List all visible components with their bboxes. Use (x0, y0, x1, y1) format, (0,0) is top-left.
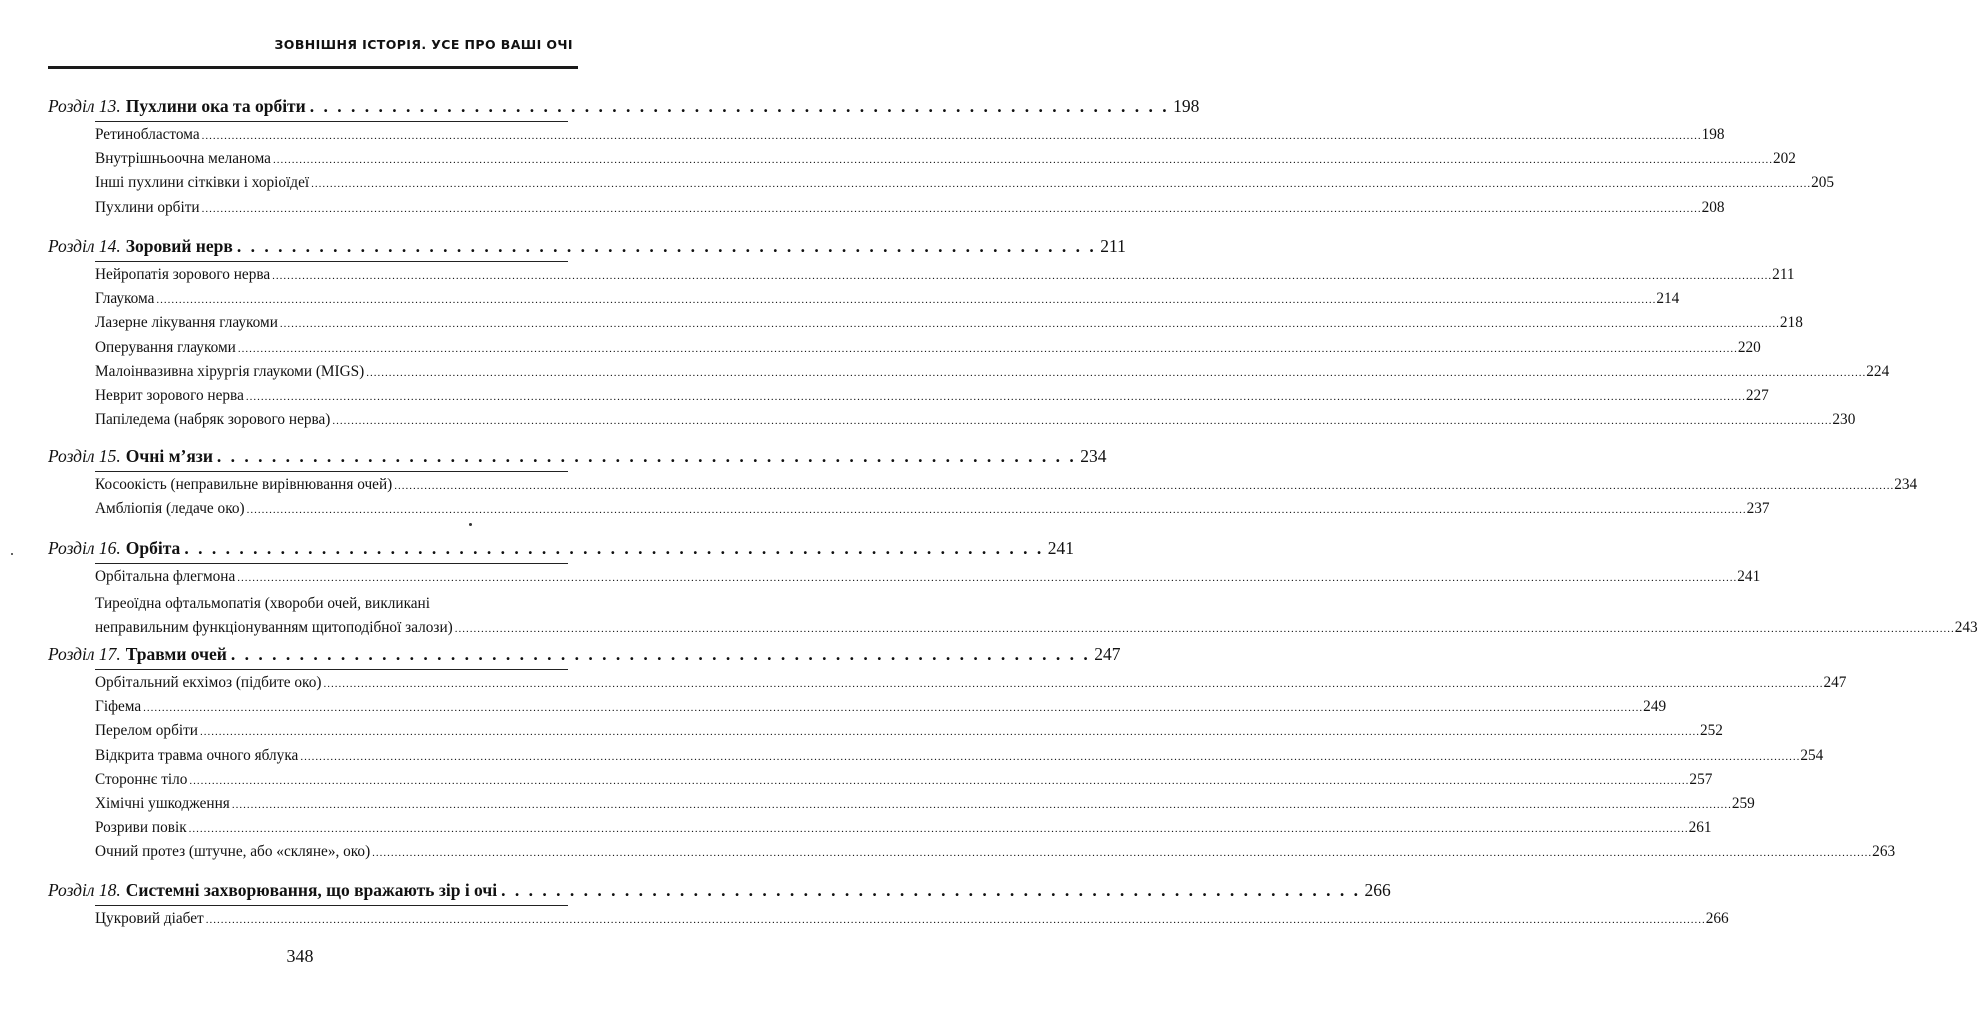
chapter-rule (95, 261, 568, 262)
chapter-page-number: 266 (1364, 880, 1391, 900)
chapter-rule (95, 563, 568, 564)
entry-page-number: 227 (1745, 386, 1769, 404)
dot-leader: ................................................................................................................................................................................................................................................................................................................................................................................................................ (201, 202, 1702, 215)
entry-title-line-2-row (95, 616, 1978, 641)
entry-title: Неврит зорового нерва (95, 386, 244, 404)
dot-leader: ................................................................................................................................................................................................................................................................................................................................................................................................................ (143, 702, 1644, 715)
toc-entry[interactable] (95, 722, 1723, 746)
dot-leader: ................................................................................................................................................................................................................................................................................................................................................................................................................ (245, 390, 1746, 403)
dot-leader: ................................................................................................................................................................................................................................................................................................................................................................................................................ (237, 342, 1738, 355)
chapter-heading[interactable] (48, 880, 1391, 908)
dot-leader: ................................................................................................................................................................................................................................................................................................................................................................................................................ (332, 415, 1833, 428)
entry-title: Глаукома (95, 290, 155, 308)
entry-page-number: 259 (1731, 794, 1755, 812)
toc-entry[interactable] (95, 568, 1761, 592)
dot-leader: . . . . . . . . . . . . . . . . . . . . . . . . . . . . . . . . . . . . . . . . . . . . . . . . . . . . . . . . . . . . . . . (216, 446, 1077, 466)
toc-entry[interactable] (95, 386, 1769, 411)
toc-chapter (48, 644, 1896, 868)
chapter-number: Розділ 15. (48, 446, 121, 466)
entry-page-number: 205 (1811, 174, 1835, 192)
running-head: ЗОВНІШНЯ ІСТОРІЯ. УСЕ ПРО ВАШІ ОЧІ (274, 37, 573, 52)
entry-title: Внутрішньоочна меланома (95, 150, 271, 168)
chapter-number: Розділ 16. (48, 538, 121, 558)
chapter-title: Пухлини ока та орбіти (125, 96, 306, 116)
entry-page-number: 214 (1656, 290, 1680, 308)
entry-title: Стороннє тіло (95, 770, 188, 788)
entry-title-line-1: Тиреоїдна офтальмопатія (хвороби очей, викликані (95, 595, 430, 613)
entry-page-number: 198 (1701, 126, 1725, 143)
toc-entry[interactable] (95, 910, 1729, 934)
toc-entry[interactable] (95, 266, 1795, 290)
dot-leader: ................................................................................................................................................................................................................................................................................................................................................................................................................ (156, 294, 1657, 307)
chapter-number: Розділ 18. (48, 880, 121, 900)
entry-title: Перелом орбіти (95, 722, 198, 740)
page-number: 348 (286, 946, 314, 966)
entry-page-number: 224 (1866, 362, 1890, 380)
toc-chapter (48, 96, 1835, 223)
toc-chapter (48, 538, 1978, 642)
toc-entry[interactable] (95, 411, 1856, 435)
entry-page-number: 218 (1779, 314, 1803, 332)
entry-page-number: 220 (1737, 338, 1761, 356)
toc-entry[interactable] (95, 674, 1847, 698)
entry-title: Гіфема (95, 698, 142, 716)
toc-entry[interactable] (95, 843, 1896, 867)
entry-title: Очний протез (штучне, або «скляне», око) (95, 843, 371, 861)
entry-page-number: 208 (1701, 198, 1725, 216)
header-rule (48, 66, 578, 69)
entry-page-number: 243 (1954, 619, 1978, 637)
entry-title: Орбітальна флегмона (95, 568, 236, 585)
chapter-title: Очні м’язи (125, 446, 213, 466)
dot-leader: ................................................................................................................................................................................................................................................................................................................................................................................................................ (231, 798, 1732, 811)
entry-page-number: 266 (1705, 910, 1729, 927)
dot-leader: . . . . . . . . . . . . . . . . . . . . . . . . . . . . . . . . . . . . . . . . . . . . . . . . . . . . . . . . . . . . . . . (309, 96, 1170, 116)
toc-entry[interactable] (95, 362, 1890, 387)
dot-leader: ................................................................................................................................................................................................................................................................................................................................................................................................................ (300, 750, 1801, 763)
entry-title: Цукровий діабет (95, 910, 204, 927)
dot-leader: ................................................................................................................................................................................................................................................................................................................................................................................................................ (205, 914, 1706, 926)
dot-leader: ................................................................................................................................................................................................................................................................................................................................................................................................................ (394, 480, 1895, 492)
dot-leader: ................................................................................................................................................................................................................................................................................................................................................................................................................ (199, 726, 1700, 739)
dot-leader: ................................................................................................................................................................................................................................................................................................................................................................................................................ (188, 823, 1689, 836)
entry-title: Амбліопія (ледаче око) (95, 500, 245, 518)
entry-page-number: 257 (1689, 770, 1713, 788)
entry-page-number: 211 (1772, 266, 1795, 283)
chapter-title: Зоровий нерв (125, 236, 233, 256)
chapter-rule (95, 121, 568, 122)
entry-page-number: 249 (1643, 698, 1667, 716)
toc-entry[interactable] (95, 770, 1713, 795)
dot-leader: ................................................................................................................................................................................................................................................................................................................................................................................................................ (279, 318, 1780, 331)
entry-page-number: 202 (1772, 150, 1796, 168)
print-speck (11, 553, 13, 555)
dot-leader: ................................................................................................................................................................................................................................................................................................................................................................................................................ (372, 847, 1873, 860)
chapter-rule (95, 669, 568, 670)
entry-title: Нейропатія зорового нерва (95, 266, 271, 283)
chapter-page-number: 198 (1173, 96, 1200, 116)
chapter-page-number: 211 (1100, 236, 1126, 256)
entry-title: Розриви повік (95, 819, 187, 837)
dot-leader: ................................................................................................................................................................................................................................................................................................................................................................................................................ (201, 130, 1702, 142)
toc-entry[interactable] (95, 314, 1803, 338)
dot-leader: ................................................................................................................................................................................................................................................................................................................................................................................................................ (366, 366, 1867, 379)
dot-leader: ................................................................................................................................................................................................................................................................................................................................................................................................................ (323, 678, 1824, 690)
entry-page-number: 241 (1737, 568, 1761, 585)
entry-title: Папіледема (набряк зорового нерва) (95, 411, 331, 429)
dot-leader: . . . . . . . . . . . . . . . . . . . . . . . . . . . . . . . . . . . . . . . . . . . . . . . . . . . . . . . . . . . . . . . (230, 644, 1091, 664)
chapter-title: Орбіта (125, 538, 181, 558)
entry-title: Оперування глаукоми (95, 338, 236, 356)
chapter-title: Системні захворювання, що вражають зір і очі (125, 880, 498, 900)
dot-leader: ................................................................................................................................................................................................................................................................................................................................................................................................................ (246, 504, 1747, 517)
toc-entry[interactable] (95, 746, 1824, 771)
entry-page-number: 254 (1800, 746, 1824, 764)
entry-page-number: 261 (1688, 819, 1712, 837)
entry-title: Орбітальний екхімоз (підбите око) (95, 674, 322, 691)
chapter-heading[interactable] (48, 96, 1200, 124)
chapter-page-number: 247 (1094, 644, 1121, 664)
toc-entry[interactable] (95, 198, 1725, 223)
toc-entry[interactable] (95, 174, 1835, 198)
entry-title: Ретинобластома (95, 126, 200, 143)
chapter-heading[interactable] (48, 236, 1126, 264)
entry-title: Лазерне лікування глаукоми (95, 314, 278, 332)
toc-entry[interactable] (95, 698, 1667, 722)
chapter-number: Розділ 14. (48, 236, 121, 256)
dot-leader: ................................................................................................................................................................................................................................................................................................................................................................................................................ (272, 270, 1773, 282)
toc-chapter (48, 446, 1918, 524)
chapter-number: Розділ 17. (48, 644, 121, 664)
toc-entry[interactable] (95, 338, 1761, 363)
toc-entry[interactable] (95, 819, 1712, 843)
dot-leader: ................................................................................................................................................................................................................................................................................................................................................................................................................ (272, 154, 1773, 167)
print-speck (469, 523, 472, 526)
entry-page-number: 230 (1832, 411, 1856, 429)
entry-title: Косоокість (неправильне вирівнювання очей) (95, 476, 393, 493)
toc-chapter (48, 236, 1890, 435)
chapter-page-number: 241 (1047, 538, 1074, 558)
dot-leader: ................................................................................................................................................................................................................................................................................................................................................................................................................ (237, 572, 1738, 584)
dot-leader: ................................................................................................................................................................................................................................................................................................................................................................................................................ (454, 623, 1955, 636)
toc-chapter (48, 880, 1729, 934)
chapter-title: Травми очей (125, 644, 227, 664)
entry-page-number: 252 (1699, 722, 1723, 740)
entry-page-number: 263 (1872, 843, 1896, 861)
dot-leader: . . . . . . . . . . . . . . . . . . . . . . . . . . . . . . . . . . . . . . . . . . . . . . . . . . . . . . . . . . . . . . . (501, 880, 1361, 900)
chapter-heading[interactable] (48, 538, 1074, 566)
chapter-rule (95, 905, 568, 906)
entry-title-line-2: неправильним функціонуванням щитоподібної залози) (95, 619, 453, 637)
chapter-number: Розділ 13. (48, 96, 121, 116)
toc-entry[interactable] (95, 290, 1680, 314)
toc-entry[interactable] (95, 150, 1796, 174)
entry-page-number: 234 (1894, 476, 1918, 493)
entry-page-number: 247 (1823, 674, 1847, 691)
dot-leader: ................................................................................................................................................................................................................................................................................................................................................................................................................ (311, 178, 1812, 191)
toc-entry[interactable] (95, 592, 1978, 641)
entry-title: Відкрита травма очного яблука (95, 746, 299, 764)
chapter-page-number: 234 (1080, 446, 1107, 466)
chapter-heading[interactable] (48, 644, 1121, 672)
toc-entry[interactable] (95, 476, 1918, 500)
entry-title: Хімічні ушкодження (95, 794, 230, 812)
toc-entry[interactable] (95, 500, 1770, 524)
dot-leader: ................................................................................................................................................................................................................................................................................................................................................................................................................ (189, 774, 1690, 787)
dot-leader: . . . . . . . . . . . . . . . . . . . . . . . . . . . . . . . . . . . . . . . . . . . . . . . . . . . . . . . . . . . . . . . (236, 236, 1097, 256)
entry-title: Пухлини орбіти (95, 198, 200, 216)
entry-title: Малоінвазивна хірургія глаукоми (MIGS) (95, 362, 365, 380)
toc-entry[interactable] (95, 126, 1725, 150)
chapter-heading[interactable] (48, 446, 1107, 474)
chapter-rule (95, 471, 568, 472)
toc-entry[interactable] (95, 794, 1755, 819)
dot-leader: . . . . . . . . . . . . . . . . . . . . . . . . . . . . . . . . . . . . . . . . . . . . . . . . . . . . . . . . . . . . . . . (184, 538, 1044, 558)
entry-title: Інші пухлини сітківки і хоріоїдеї (95, 174, 310, 192)
entry-page-number: 237 (1746, 500, 1770, 518)
